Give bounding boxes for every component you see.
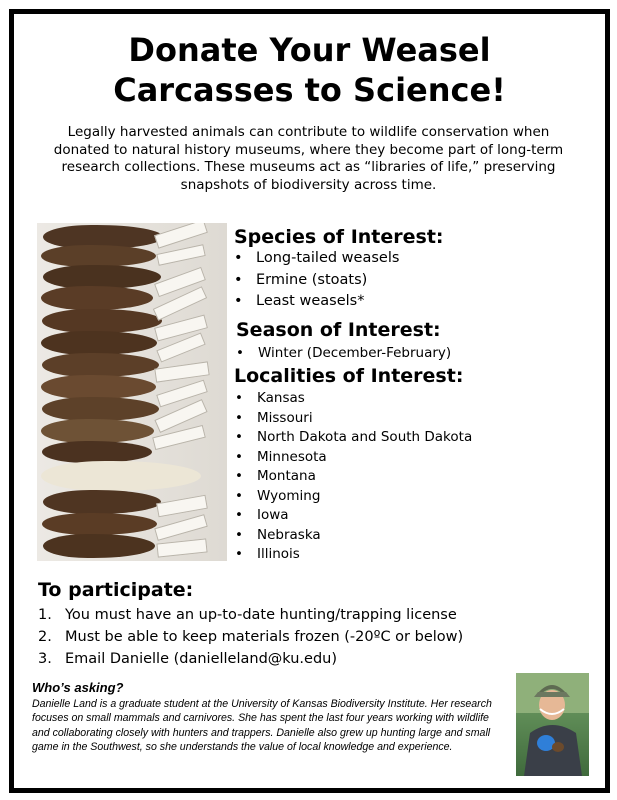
list-item (38, 604, 463, 626)
bio-paragraph: Danielle Land is a graduate student at the University of Kansas Biodiversity Institute. Her research focuses on small mammals and carnivores. She has spent the last four years working with wildlife and collaborating closely with hunters and trappers. Danielle also grew up hunting large and small game in the Southwest, so she understands the value of local knowledge and experience. (32, 698, 492, 754)
participate-heading: To participate: (38, 579, 194, 601)
localities-list (233, 389, 472, 565)
list-item: • Winter (December-February) (234, 344, 451, 364)
list-item: • North Dakota and South Dakota (233, 428, 472, 448)
step-number: 2. (38, 629, 52, 645)
list-item: • Kansas (233, 389, 472, 409)
step-text: Must be able to keep materials frozen (-20ºC or below) (65, 629, 464, 645)
participate-steps (38, 604, 463, 670)
list-item: • Missouri (233, 409, 472, 429)
title-line-1: Donate Your Weasel (128, 31, 491, 69)
list-item: • Ermine (stoats) (232, 270, 399, 292)
season-heading: Season of Interest: (236, 319, 441, 341)
intro-paragraph: Legally harvested animals can contribute to wildlife conservation when donated to natural history museums, where they become part of long-term research collections. These museums act as “libraries of life,” preserving snapshots of biodiversity across time. (53, 124, 564, 193)
list-item: • Wyoming (233, 487, 472, 507)
step-number: 3. (38, 651, 52, 667)
page-title (14, 30, 605, 110)
step-text: Email Danielle (danielleland@ku.edu) (65, 651, 338, 667)
list-item: • Illinois (233, 545, 472, 565)
portrait-illustration (516, 673, 589, 776)
list-item: • Montana (233, 467, 472, 487)
list-item: • Nebraska (233, 526, 472, 546)
species-heading: Species of Interest: (234, 226, 444, 248)
list-item (38, 626, 463, 648)
localities-heading: Localities of Interest: (234, 365, 464, 387)
step-text: You must have an up-to-date hunting/trapping license (65, 607, 457, 623)
species-list (232, 248, 399, 313)
danielle-portrait-photo (516, 673, 589, 776)
list-item: • Least weasels* (232, 291, 399, 313)
list-item (38, 648, 463, 670)
list-item: • Minnesota (233, 448, 472, 468)
who-heading: Who’s asking? (32, 680, 124, 695)
list-item: • Long-tailed weasels (232, 248, 399, 270)
title-line-2: Carcasses to Science! (113, 71, 506, 109)
weasel-specimens-photo (37, 223, 227, 561)
season-list (234, 344, 451, 364)
step-number: 1. (38, 607, 52, 623)
list-item: • Iowa (233, 506, 472, 526)
